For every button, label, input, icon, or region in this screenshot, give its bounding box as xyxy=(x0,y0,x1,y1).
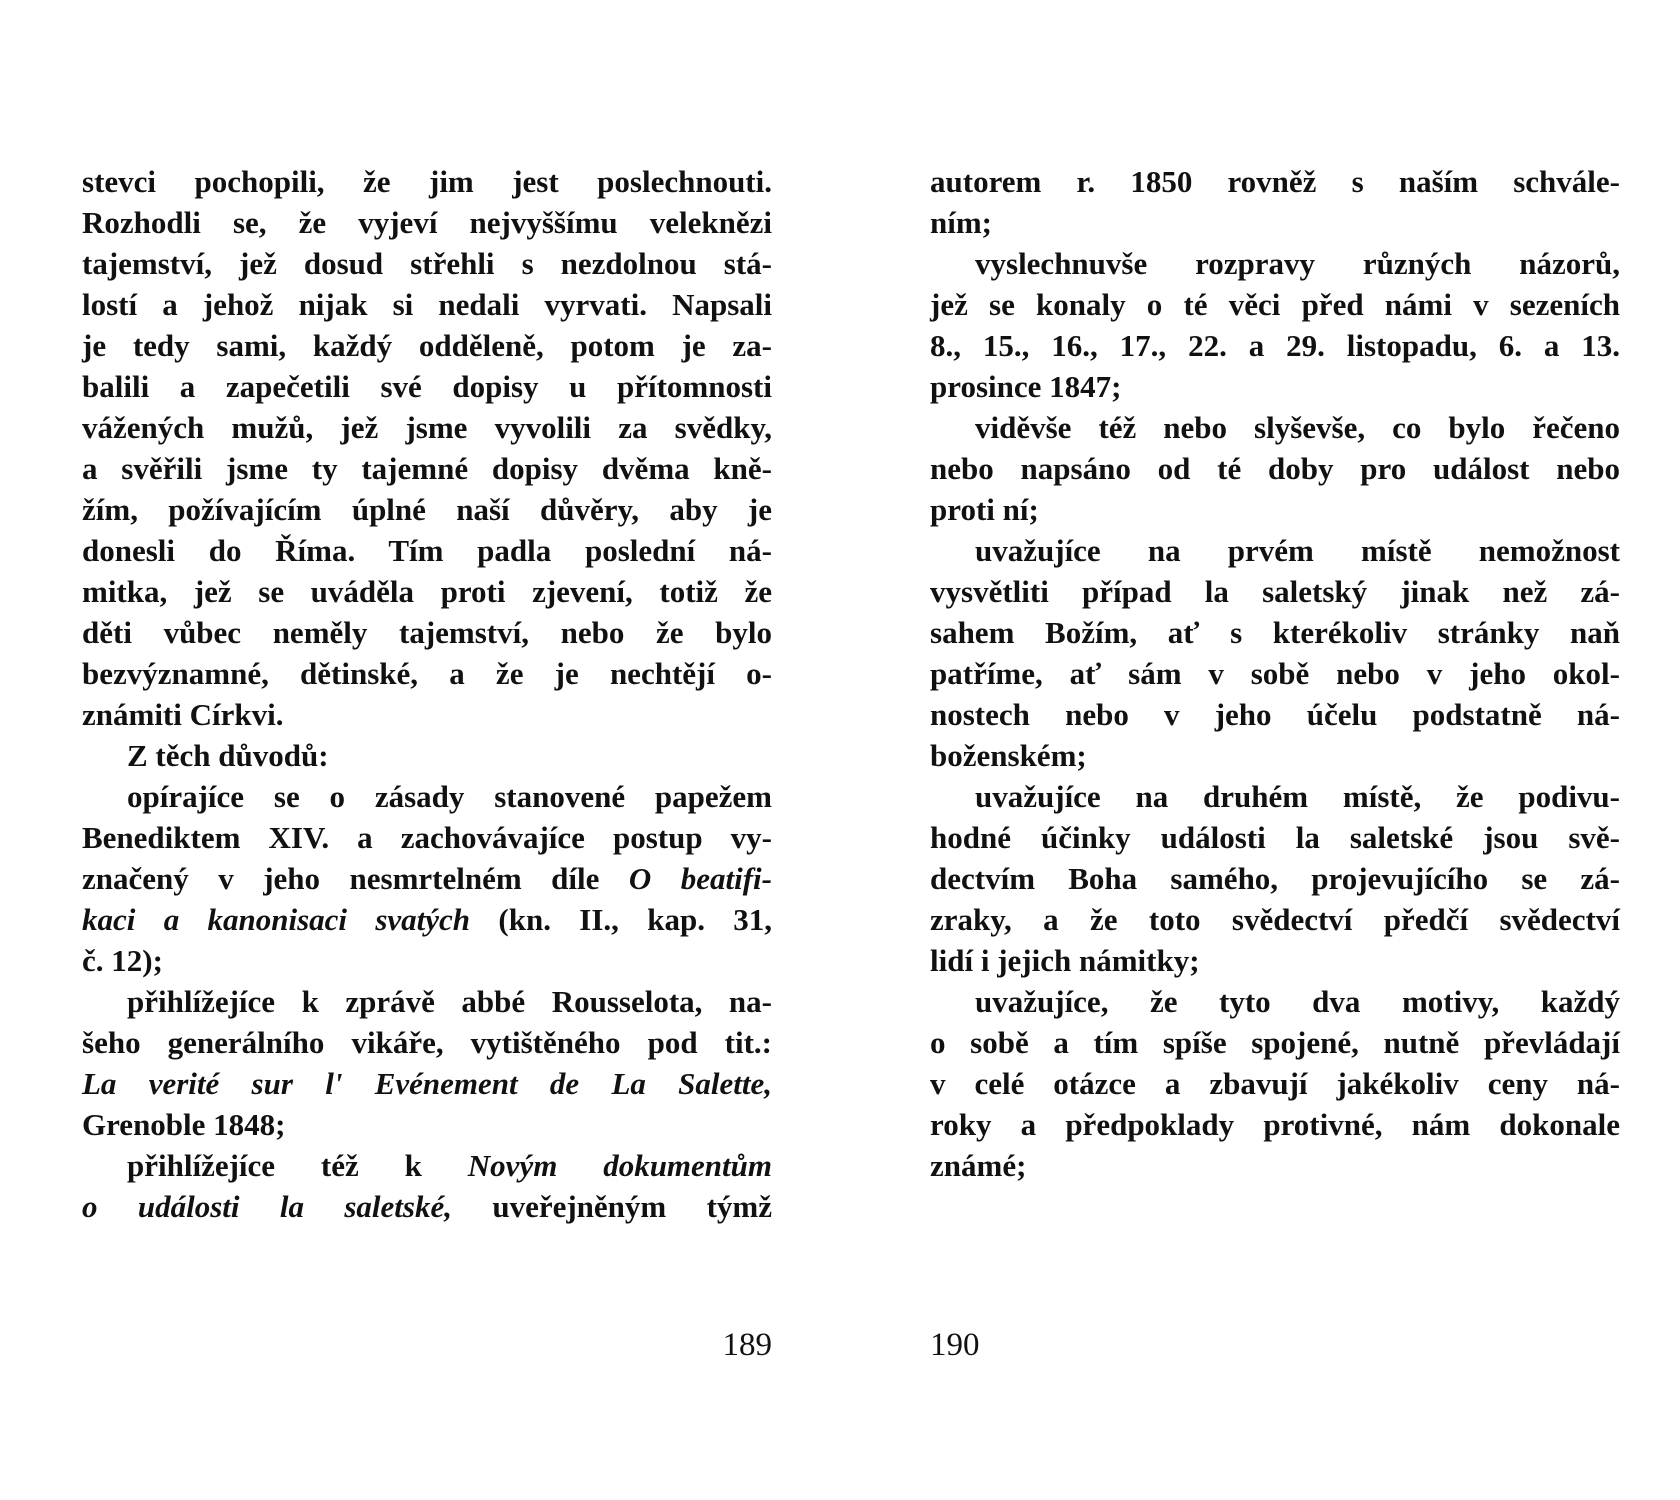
text-line: lostí a jehož nijak si nedali vyrvati. Napsali xyxy=(82,287,772,322)
text-line: roky a předpoklady protivné, nám dokonale xyxy=(930,1107,1620,1142)
italic-title: o události la saletské, xyxy=(82,1189,452,1224)
page-number: 190 xyxy=(930,1327,980,1363)
text-line: vysvětliti případ la saletský jinak než zá- xyxy=(930,574,1620,609)
text-line: ním; xyxy=(930,205,992,240)
text-line: mitka, jež se uváděla proti zjevení, totiž že xyxy=(82,574,772,609)
italic-title: kaci a kanonisaci svatých xyxy=(82,902,471,937)
text-line: je tedy sami, každý odděleně, potom je za- xyxy=(82,328,772,363)
text-line: známé; xyxy=(930,1148,1027,1183)
text-line: autorem r. 1850 rovněž s naším schvále- xyxy=(930,164,1620,199)
text-line: sahem Božím, ať s kterékoliv stránky naň xyxy=(930,615,1620,650)
text-line: uvažujíce na prvém místě nemožnost xyxy=(975,533,1620,568)
text-segment: (kn. II., kap. 31, xyxy=(498,902,773,937)
text-line: vyslechnuvše rozpravy různých názorů, xyxy=(975,246,1620,281)
left-page xyxy=(82,160,772,1420)
text-line: La verité sur l' Evénement de La Salette, xyxy=(82,1066,772,1101)
text-line: donesli do Říma. Tím padla poslední ná- xyxy=(82,533,772,568)
text-line: 8., 15., 16., 17., 22. a 29. listopadu, 6. a 13. xyxy=(930,328,1620,363)
text-line: Rozhodli se, že vyjeví nejvyššímu veleknězi xyxy=(82,205,772,240)
text-line: zraky, a že toto svědectví předčí svědectví xyxy=(930,902,1620,937)
text-segment: přihlížejíce též k xyxy=(127,1148,422,1183)
text-line: šeho generálního vikáře, vytištěného pod tit.: xyxy=(82,1025,772,1060)
text-line: Grenoble 1848; xyxy=(82,1107,286,1142)
text-line: vážených mužů, jež jsme vyvolili za svědky, xyxy=(82,410,772,445)
text-line xyxy=(82,898,772,942)
text-line: přihlížejíce k zprávě abbé Rousselota, na- xyxy=(127,984,772,1019)
text-line: v celé otázce a zbavují jakékoliv ceny ná- xyxy=(930,1066,1620,1101)
italic-title: O beatifi- xyxy=(628,861,772,896)
text-line: Benediktem XIV. a zachovávajíce postup vy- xyxy=(82,820,772,855)
text-line: uvažujíce na druhém místě, že podivu- xyxy=(975,779,1620,814)
text-line xyxy=(82,1185,772,1229)
text-line: nebo napsáno od té doby pro událost nebo xyxy=(930,451,1620,486)
text-line xyxy=(127,1144,772,1188)
text-line: balili a zapečetili své dopisy u přítomnosti xyxy=(82,369,772,404)
text-line: patříme, ať sám v sobě nebo v jeho okol- xyxy=(930,656,1620,691)
text-line: prosince 1847; xyxy=(930,369,1122,404)
text-line xyxy=(82,857,772,901)
text-line: žím, požívajícím úplné naší důvěry, aby je xyxy=(82,492,772,527)
text-line: hodné účinky události la saletské jsou svě- xyxy=(930,820,1620,855)
text-line: stevci pochopili, že jim jest poslechnouti. xyxy=(82,164,772,199)
text-line: bezvýznamné, dětinské, a že je nechtějí o- xyxy=(82,656,772,691)
text-line: opírajíce se o zásady stanovené papežem xyxy=(127,779,772,814)
text-segment: značený v jeho nesmrtelném díle xyxy=(82,861,600,896)
text-line: děti vůbec neměly tajemství, nebo že bylo xyxy=(82,615,772,650)
text-line: lidí i jejich námitky; xyxy=(930,943,1200,978)
text-line: jež se konaly o té věci před námi v sezeních xyxy=(930,287,1620,322)
text-line: známiti Církvi. xyxy=(82,697,284,732)
text-line: tajemství, jež dosud střehli s nezdolnou stá- xyxy=(82,246,772,281)
text-line: boženském; xyxy=(930,738,1087,773)
italic-title: Novým dokumentům xyxy=(467,1148,773,1183)
text-line: Z těch důvodů: xyxy=(127,738,329,773)
text-line: uvažujíce, že tyto dva motivy, každý xyxy=(975,984,1620,1019)
text-line: a svěřili jsme ty tajemné dopisy dvěma kně- xyxy=(82,451,772,486)
right-page xyxy=(930,160,1620,1420)
text-line: proti ní; xyxy=(930,492,1039,527)
text-line: č. 12); xyxy=(82,943,163,978)
text-line: dectvím Boha samého, projevujícího se zá- xyxy=(930,861,1620,896)
page-number: 189 xyxy=(722,1327,772,1363)
text-line: o sobě a tím spíše spojené, nutně převládají xyxy=(930,1025,1620,1060)
text-segment: uveřejněným týmž xyxy=(492,1189,772,1224)
text-line: nostech nebo v jeho účelu podstatně ná- xyxy=(930,697,1620,732)
text-line: viděvše též nebo slyševše, co bylo řečeno xyxy=(975,410,1620,445)
